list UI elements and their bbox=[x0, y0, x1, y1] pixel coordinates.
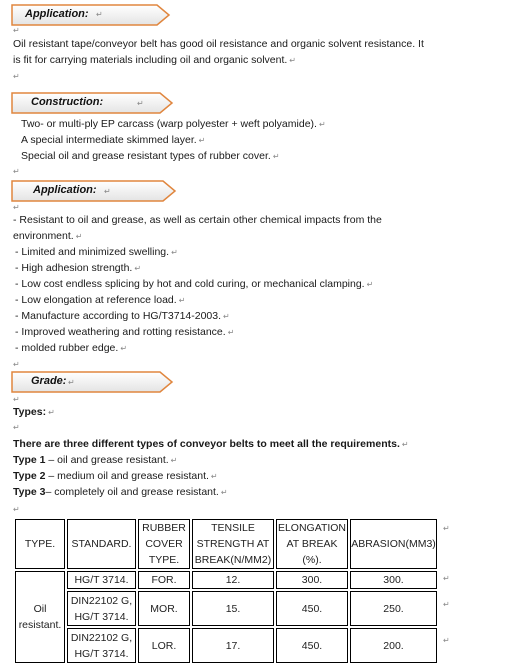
table-cell: 15. bbox=[192, 591, 274, 626]
grade-banner bbox=[11, 371, 174, 393]
table-cell: 450. bbox=[276, 628, 348, 663]
paragraph-line: is fit for carrying materials including oil and organic solvent. ↵ bbox=[13, 54, 296, 66]
grade-table bbox=[13, 517, 439, 665]
row-end-mark: ↵ bbox=[443, 524, 450, 533]
paragraph-mark: ↵ bbox=[13, 395, 20, 404]
type-line: Type 3– completely oil and grease resistant. ↵ bbox=[13, 486, 228, 498]
table-header-cell: TYPE. bbox=[15, 519, 65, 569]
list-item: - Limited and minimized swelling. ↵ bbox=[15, 246, 178, 258]
paragraph-mark: ↵ bbox=[13, 203, 20, 212]
table-cell: 12. bbox=[192, 571, 274, 589]
list-item: - molded rubber edge. ↵ bbox=[15, 342, 128, 354]
table-cell: DIN22102 G, HG/T 3714. bbox=[67, 628, 136, 663]
table-header-cell: STANDARD. bbox=[67, 519, 136, 569]
section-title: Application: bbox=[33, 184, 97, 196]
type-line: Type 1 – oil and grease resistant. ↵ bbox=[13, 454, 178, 466]
row-end-mark: ↵ bbox=[443, 574, 450, 583]
list-item: Special oil and grease resistant types of rubber cover. ↵ bbox=[21, 150, 280, 162]
paragraph-mark: ↵ bbox=[104, 187, 111, 196]
construction-banner bbox=[11, 92, 174, 114]
table-cell: LOR. bbox=[138, 628, 190, 663]
table-header-row bbox=[15, 519, 437, 569]
application-banner-2 bbox=[11, 180, 177, 202]
paragraph-mark: ↵ bbox=[13, 423, 20, 432]
list-item: - High adhesion strength. ↵ bbox=[15, 262, 142, 274]
table-cell: 17. bbox=[192, 628, 274, 663]
paragraph-mark: ↵ bbox=[13, 26, 20, 35]
table-row bbox=[15, 591, 437, 626]
list-item: - Low cost endless splicing by hot and cold curing, or mechanical clamping. ↵ bbox=[15, 278, 374, 290]
type-line: Type 2 – medium oil and grease resistant. ↵ bbox=[13, 470, 218, 482]
table-header-cell: ABRASION(MM3) bbox=[350, 519, 437, 569]
paragraph-mark: ↵ bbox=[137, 99, 144, 108]
table-cell: FOR. bbox=[138, 571, 190, 589]
list-item: environment. ↵ bbox=[13, 230, 83, 242]
table-cell: DIN22102 G, HG/T 3714. bbox=[67, 591, 136, 626]
types-label: Types: ↵ bbox=[13, 406, 55, 418]
table-cell-type: Oil resistant. bbox=[15, 571, 65, 663]
list-item: Two- or multi-ply EP carcass (warp polyester + weft polyamide). ↵ bbox=[21, 118, 326, 130]
types-intro: There are three different types of conveyor belts to meet all the requirements. ↵ bbox=[13, 438, 409, 450]
list-item: - Low elongation at reference load. ↵ bbox=[15, 294, 186, 306]
section-title: Application: bbox=[25, 8, 89, 20]
paragraph-mark: ↵ bbox=[13, 72, 20, 81]
table-cell: 200. bbox=[350, 628, 437, 663]
table-cell: 300. bbox=[276, 571, 348, 589]
section-title: Construction: bbox=[31, 96, 104, 108]
table-row bbox=[15, 628, 437, 663]
table-row bbox=[15, 571, 437, 589]
row-end-mark: ↵ bbox=[443, 600, 450, 609]
paragraph-mark: ↵ bbox=[13, 360, 20, 369]
paragraph-mark: ↵ bbox=[13, 167, 20, 176]
row-end-mark: ↵ bbox=[443, 636, 450, 645]
table-cell: MOR. bbox=[138, 591, 190, 626]
table-header-cell: RUBBER COVER TYPE. bbox=[138, 519, 190, 569]
table-cell: 450. bbox=[276, 591, 348, 626]
table-header-cell: TENSILE STRENGTH AT BREAK(N/MM2) bbox=[192, 519, 274, 569]
application-banner bbox=[11, 4, 171, 26]
section-title: Grade: bbox=[31, 375, 67, 387]
list-item: - Improved weathering and rotting resistance. ↵ bbox=[15, 326, 235, 338]
table-cell: 300. bbox=[350, 571, 437, 589]
table-cell: HG/T 3714. bbox=[67, 571, 136, 589]
paragraph-mark: ↵ bbox=[68, 378, 75, 387]
table-header-cell: ELONGATION AT BREAK (%). bbox=[276, 519, 348, 569]
table-cell: 250. bbox=[350, 591, 437, 626]
paragraph-mark: ↵ bbox=[13, 505, 20, 514]
paragraph-line: Oil resistant tape/conveyor belt has good oil resistance and organic solvent resistance. It bbox=[13, 38, 424, 50]
list-item: - Resistant to oil and grease, as well as certain other chemical impacts from the bbox=[13, 214, 382, 226]
list-item: - Manufacture according to HG/T3714-2003. ↵ bbox=[15, 310, 230, 322]
list-item: A special intermediate skimmed layer. ↵ bbox=[21, 134, 206, 146]
paragraph-mark: ↵ bbox=[96, 10, 103, 19]
